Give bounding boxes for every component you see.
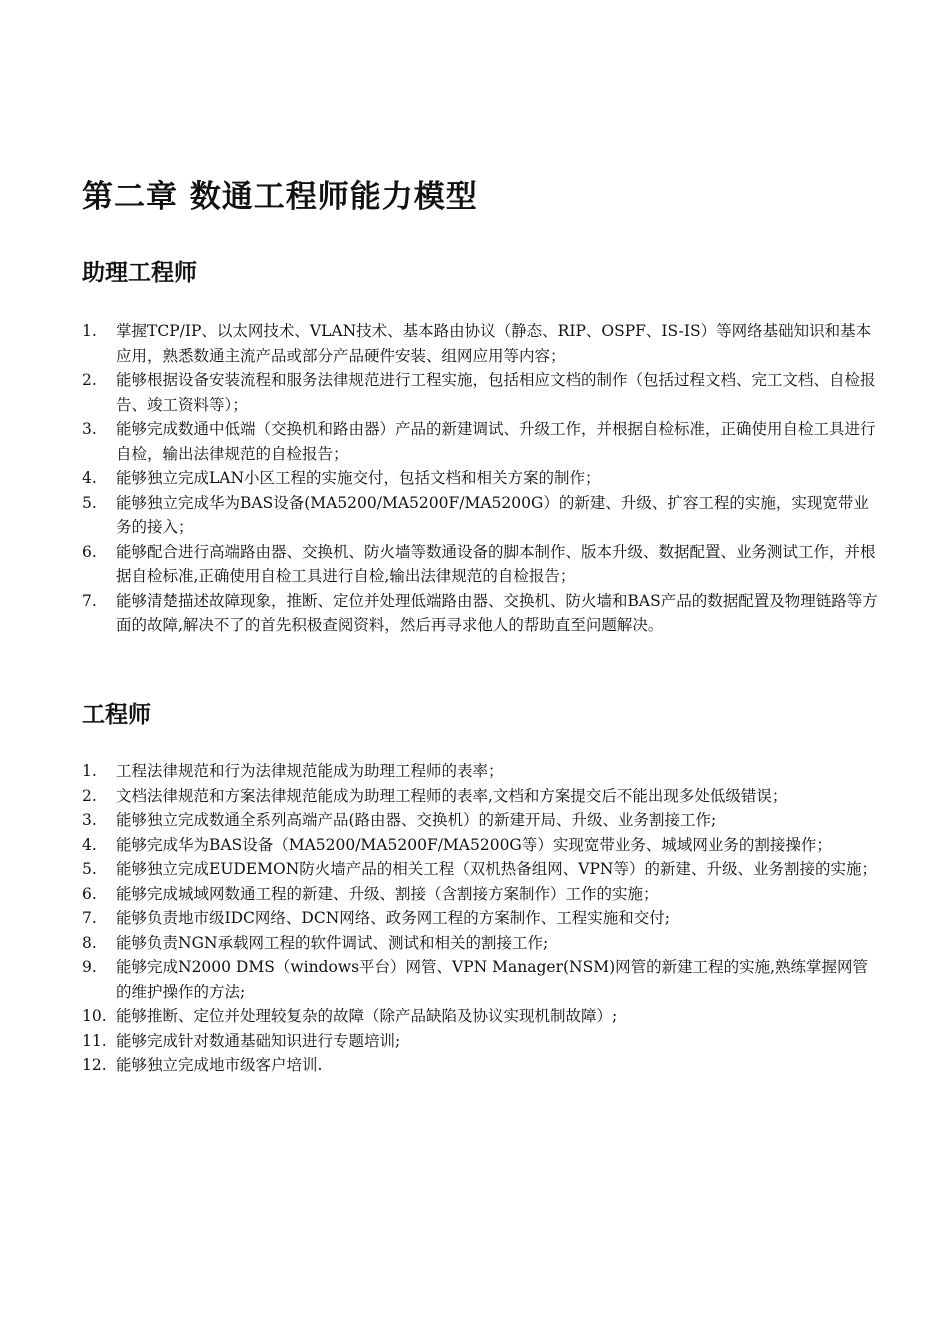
list-item	[82, 1053, 882, 1078]
list-item-text: 掌握TCP/IP、以太网技术、VLAN技术、基本路由协议（静态、RIP、OSPF、IS-IS）等网络基础知识和基本应用，熟悉数通主流产品或部分产品硬件安装、组网应用等内容；	[116, 322, 872, 365]
section-heading-assistant-engineer: 助理工程师	[82, 260, 197, 286]
list-item-text: 能够配合进行高端路由器、交换机、防火墙等数通设备的脚本制作、版本升级、数据配置、业务测试工作，并根据自检标准,正确使用自检工具进行自检,输出法律规范的自检报告；	[116, 542, 876, 585]
list-item-number: 1.	[82, 762, 97, 780]
list-item	[82, 466, 882, 491]
list-item-number: 8.	[82, 933, 97, 952]
list-item-number: 6.	[82, 542, 97, 561]
list-item	[82, 589, 882, 638]
list-item-number: 3.	[82, 811, 97, 829]
list-item-text: 能够独立完成EUDEMON防火墙产品的相关工程（双机热备组网、VPN等）的新建、升级、业务割接的实施；	[116, 860, 877, 878]
list-item-text: 能够完成华为BAS设备（MA5200/MA5200F/MA5200G等）实现宽带业务、城域网业务的割接操作；	[116, 835, 832, 854]
list-item	[82, 417, 882, 466]
list-item-text: 能够推断、定位并处理较复杂的故障（除产品缺陷及协议实现机制故障）;	[116, 1007, 618, 1025]
list-item-number: 1.	[82, 322, 97, 340]
engineer-list	[82, 759, 882, 1078]
assistant-engineer-list	[82, 319, 882, 638]
list-item-text: 能够完成数通中低端（交换机和路由器）产品的新建调试、升级工作，并根据自检标准，正确使用自检工具进行自检，输出法律规范的自检报告；	[116, 420, 876, 463]
list-item	[82, 857, 882, 882]
list-item-text: 文档法律规范和方案法律规范能成为助理工程师的表率,文档和方案提交后不能出现多处低级错误；	[116, 786, 788, 805]
list-item-text: 能够完成针对数通基础知识进行专题培训;	[116, 1031, 401, 1050]
list-item-text: 能够完成N2000 DMS（windows平台）网管、VPN Manager(NSM)网管的新建工程的实施,熟练掌握网管的维护操作的方法;	[116, 958, 869, 1001]
list-item-text: 能够根据设备安装流程和服务法律规范进行工程实施，包括相应文档的制作（包括过程文档、完工文档、自检报告、竣工资料等）；	[116, 371, 876, 414]
list-item	[82, 833, 882, 858]
list-item-text: 能够清楚描述故障现象，推断、定位并处理低端路由器、交换机、防火墙和BAS产品的数据配置及物理链路等方面的故障,解决不了的首先积极查阅资料，然后再寻求他人的帮助直至问题解决。	[116, 591, 878, 634]
list-item	[82, 1004, 882, 1029]
list-item-number: 11.	[82, 1031, 107, 1050]
list-item	[82, 759, 882, 784]
list-item	[82, 906, 882, 931]
list-item-number: 7.	[82, 591, 97, 610]
list-item-number: 7.	[82, 909, 97, 927]
list-item	[82, 784, 882, 809]
list-item-number: 3.	[82, 420, 97, 438]
list-item-number: 10.	[82, 1007, 107, 1025]
list-item-number: 2.	[82, 371, 97, 389]
list-item-text: 工程法律规范和行为法律规范能成为助理工程师的表率；	[116, 762, 504, 780]
list-item-number: 5.	[82, 860, 97, 878]
list-item-number: 12.	[82, 1056, 107, 1074]
chapter-title: 第二章 数通工程师能力模型	[82, 179, 478, 215]
list-item-number: 6.	[82, 884, 97, 903]
list-item-text: 能够独立完成数通全系列高端产品(路由器、交换机）的新建开局、升级、业务割接工作;	[116, 811, 717, 829]
list-item-text: 能够负责地市级IDC网络、DCN网络、政务网工程的方案制作、工程实施和交付;	[116, 909, 670, 927]
list-item	[82, 808, 882, 833]
list-item	[82, 319, 882, 368]
list-item-number: 4.	[82, 835, 97, 854]
list-item-text: 能够负责NGN承载网工程的软件调试、测试和相关的割接工作;	[116, 933, 549, 952]
list-item-number: 9.	[82, 958, 97, 976]
list-item-number: 5.	[82, 493, 97, 512]
list-item	[82, 1029, 882, 1054]
list-item	[82, 931, 882, 956]
list-item	[82, 368, 882, 417]
list-item-number: 4.	[82, 469, 97, 487]
list-item-text: 能够完成城域网数通工程的新建、升级、割接（含割接方案制作）工作的实施；	[116, 884, 659, 903]
list-item	[82, 882, 882, 907]
list-item-number: 2.	[82, 786, 97, 805]
list-item	[82, 955, 882, 1004]
section-heading-engineer: 工程师	[82, 702, 151, 728]
list-item-text: 能够独立完成地市级客户培训.	[116, 1056, 323, 1074]
list-item	[82, 540, 882, 589]
list-item-text: 能够独立完成华为BAS设备(MA5200/MA5200F/MA5200G）的新建、升级、扩容工程的实施，实现宽带业务的接入；	[116, 493, 869, 536]
list-item-text: 能够独立完成LAN小区工程的实施交付，包括文档和相关方案的制作；	[116, 469, 601, 487]
list-item	[82, 491, 882, 540]
